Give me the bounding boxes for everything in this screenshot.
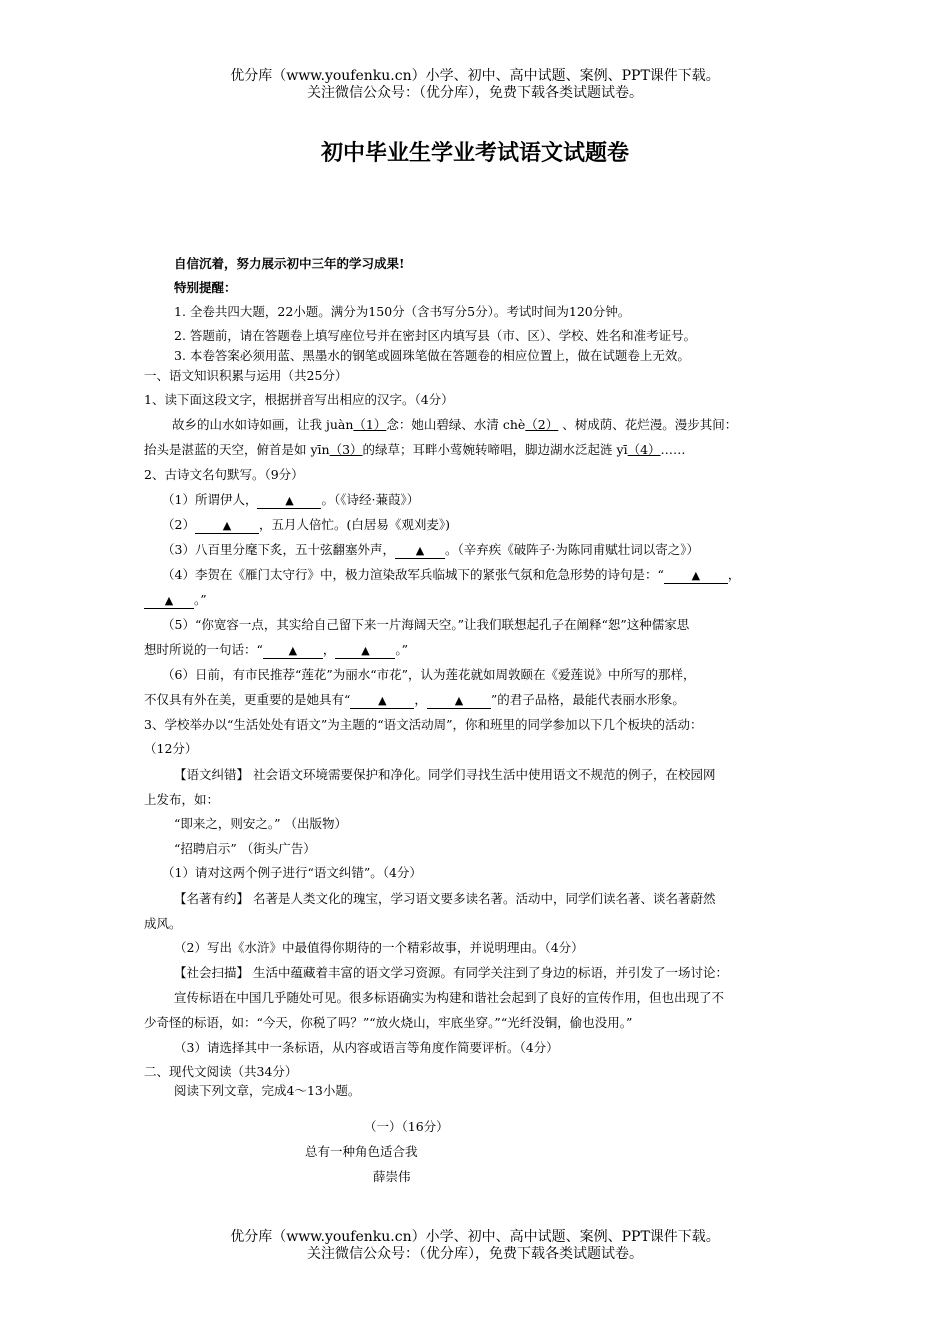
blank-2: （2）: [525, 417, 559, 432]
answer-blank: ▲: [195, 518, 259, 534]
q3-points: （12分）: [144, 741, 198, 756]
q3-section-1: 【语文纠错】 社会语文环境需要保护和净化。同学们寻找生活中使用语文不规范的例子，在校园网: [174, 767, 716, 782]
answer-blank: ▲: [257, 493, 321, 509]
q2-item-1: （1）所谓伊人， ▲ 。（《诗经·蒹葭》）: [162, 492, 420, 507]
q3-example-2: “招聘启示” （街头广告）: [174, 841, 316, 856]
answer-blank: ▲: [144, 593, 194, 609]
answer-blank: ▲: [395, 543, 445, 559]
blank-4: （4）: [627, 442, 661, 457]
q1-passage-line-1: 故乡的山水如诗如画，让我 juàn（1）念：她山碧绿、水清 chè（2） 、树成荫、花烂漫。漫步其间：: [172, 417, 738, 432]
part-1-heading: （一）（16分）: [364, 1119, 449, 1134]
notice-title: 特别提醒：: [174, 280, 237, 295]
section-2-heading: 二、现代文阅读（共34分）: [144, 1064, 298, 1079]
article-title: 总有一种角色适合我: [305, 1144, 418, 1159]
header-line-2: 关注微信公众号：（优分库），免费下载各类试题试卷。: [307, 85, 643, 101]
answer-blank: ▲: [350, 693, 414, 709]
article-author: 薛崇伟: [373, 1169, 411, 1184]
q1-passage-line-2: 抬头是湛蓝的天空，俯首是如 yīn（3）的绿草；耳畔小莺婉转啼唱，脚边湖水泛起涟 yī（4）……: [144, 442, 686, 457]
q2-item-5-cont: 想时所说的一句话：“ ▲ ， ▲ 。”: [144, 642, 409, 657]
blank-3: （3）: [329, 442, 363, 457]
answer-blank: ▲: [263, 643, 323, 659]
q2-item-6-cont: 不仅具有外在美，更重要的是她具有“ ▲ ， ▲ ”的君子品格，最能代表丽水形象。: [144, 692, 685, 707]
motto: 自信沉着，努力展示初中三年的学习成果!: [174, 256, 405, 271]
q2-item-3: （3）八百里分麾下炙，五十弦翻塞外声， ▲ 。（辛弃疾《破阵子·为陈同甫赋壮词以寄之》）: [162, 542, 699, 557]
q2-item-4: （4）李贺在《雁门太守行》中，极力渲染敌军兵临城下的紧张气氛和危急形势的诗句是：“ ▲ ，: [162, 567, 741, 582]
blank-1: （1）: [353, 417, 387, 432]
q3-section-1-cont: 上发布，如：: [144, 792, 220, 807]
q2-item-2: （2） ▲ ，五月人倍忙。(白居易《观刈麦》): [162, 517, 450, 532]
page-title: 初中毕业生学业考试语文试题卷: [320, 141, 629, 166]
header-line-1: 优分库（www.youfenku.cn）小学、初中、高中试题、案例、PPT课件下载。: [230, 68, 720, 84]
q3-section-3-text-cont: 少奇怪的标语，如：“今天，你税了吗？”“放火烧山，牢底坐穿。”“光纤没铜，偷也没用。”: [144, 1015, 633, 1030]
q3-stem: 3、学校举办以“生活处处有语文”为主题的“语文活动周”，你和班里的同学参加以下几个板块的活动：: [144, 717, 703, 732]
q2-stem: 2、古诗文名句默写。（9分）: [144, 467, 304, 482]
q1-stem: 1、读下面这段文字，根据拼音写出相应的汉字。（4分）: [144, 392, 454, 407]
footer-line-2: 关注微信公众号：（优分库），免费下载各类试题试卷。: [307, 1246, 643, 1262]
notice-2: 2. 答题前，请在答题卷上填写座位号并在密封区内填写县（市、区）、学校、姓名和准考证号。: [174, 328, 697, 343]
notice-3: 3. 本卷答案必须用蓝、黑墨水的钢笔或圆珠笔做在答题卷的相应位置上，做在试题卷上无效。: [174, 348, 690, 363]
q2-item-5: （5）“你宽容一点，其实给自己留下来一片海阔天空。”让我们联想起孔子在阐释“恕”这种儒家思: [162, 617, 690, 632]
notice-1: 1. 全卷共四大题，22小题。满分为150分（含书写分5分）。考试时间为120分钟。: [174, 304, 631, 319]
q3-example-1: “即来之，则安之。” （出版物）: [174, 816, 348, 831]
q3-section-2: 【名著有约】 名著是人类文化的瑰宝，学习语文要多读名著。活动中，同学们读名著、谈名著蔚然: [174, 891, 716, 906]
q2-item-6: （6）日前，有市民推荐“莲花”为丽水“市花”，认为莲花就如周敦颐在《爱莲说》中所写的那样，: [162, 667, 696, 682]
section-1-heading: 一、语文知识积累与运用（共25分）: [144, 368, 348, 383]
footer-line-1: 优分库（www.youfenku.cn）小学、初中、高中试题、案例、PPT课件下载。: [230, 1229, 720, 1245]
q3-question-2: （2）写出《水浒》中最值得你期待的一个精彩故事，并说明理由。（4分）: [174, 940, 584, 955]
q3-question-3: （3）请选择其中一条标语，从内容或语言等角度作简要评析。（4分）: [174, 1040, 559, 1055]
answer-blank: ▲: [664, 568, 728, 584]
q3-section-3: 【社会扫描】 生活中蕴藏着丰富的语文学习资源。有同学关注到了身边的标语，并引发了一场讨论：: [174, 965, 728, 980]
q3-question-1: （1）请对这两个例子进行“语文纠错”。（4分）: [162, 865, 422, 880]
q3-section-3-text: 宣传标语在中国几乎随处可见。很多标语确实为构建和谐社会起到了良好的宣传作用，但也出现了不: [174, 990, 725, 1005]
answer-blank: ▲: [427, 693, 491, 709]
section-2-intro: 阅读下列文章，完成4～13小题。: [174, 1083, 361, 1098]
q2-item-4-cont: ▲ 。”: [144, 591, 812, 609]
answer-blank: ▲: [335, 643, 395, 659]
q3-section-2-cont: 成风。: [144, 916, 182, 931]
